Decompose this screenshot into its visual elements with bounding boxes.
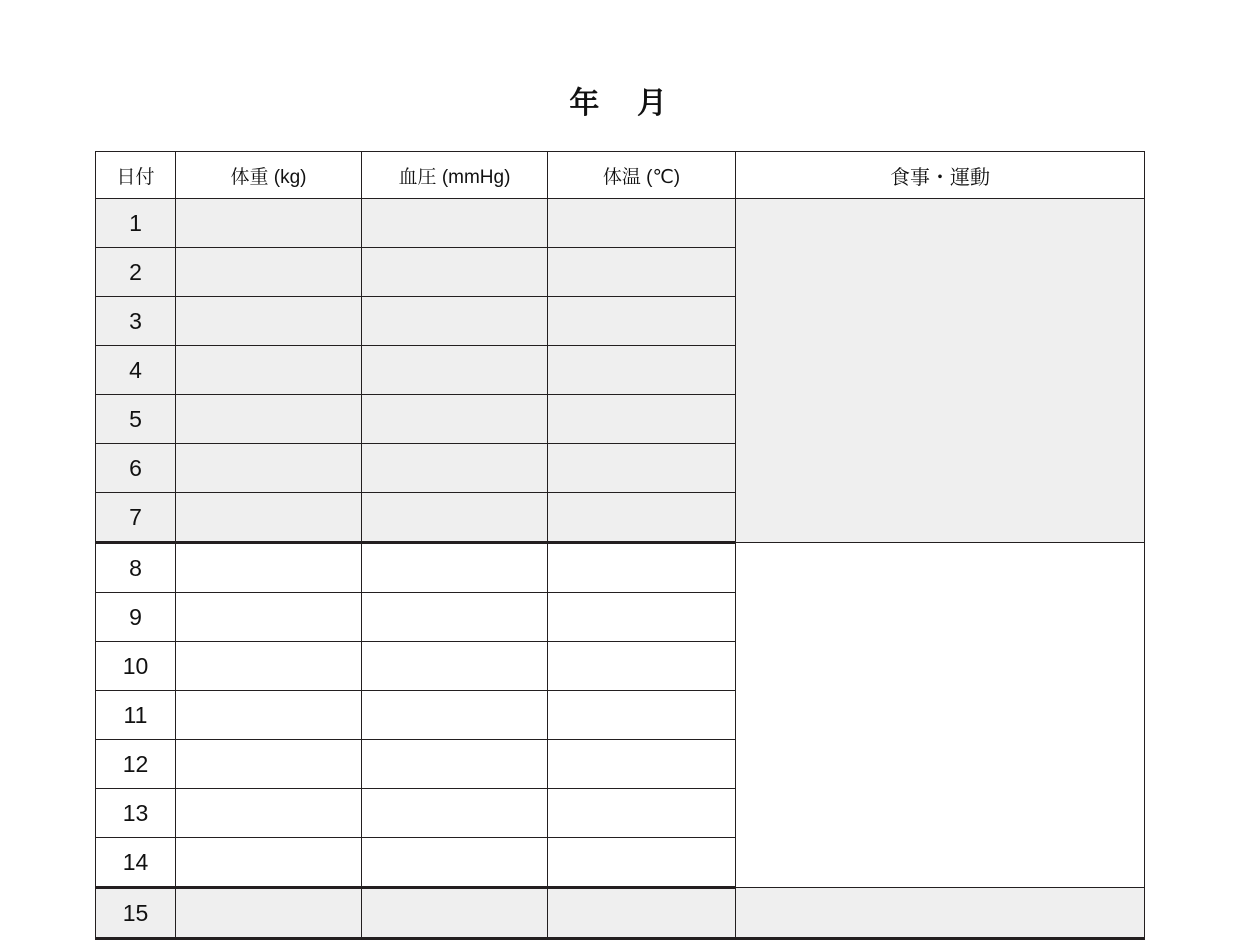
cell-weight[interactable]	[176, 593, 362, 642]
cell-date: 10	[96, 642, 176, 691]
cell-blood-pressure[interactable]	[362, 248, 548, 297]
cell-blood-pressure[interactable]	[362, 888, 548, 939]
cell-temperature[interactable]	[548, 395, 736, 444]
cell-weight[interactable]	[176, 346, 362, 395]
health-record-table	[95, 151, 1145, 940]
cell-weight[interactable]	[176, 395, 362, 444]
cell-temperature[interactable]	[548, 248, 736, 297]
cell-weight[interactable]	[176, 297, 362, 346]
cell-blood-pressure[interactable]	[362, 789, 548, 838]
cell-blood-pressure[interactable]	[362, 593, 548, 642]
cell-blood-pressure[interactable]	[362, 691, 548, 740]
cell-temperature[interactable]	[548, 493, 736, 543]
column-header-weight: 体重 (kg)	[176, 152, 362, 199]
column-header-temperature: 体温 (℃)	[548, 152, 736, 199]
cell-date: 8	[96, 543, 176, 593]
cell-blood-pressure[interactable]	[362, 395, 548, 444]
cell-blood-pressure[interactable]	[362, 740, 548, 789]
cell-weight[interactable]	[176, 642, 362, 691]
cell-date: 4	[96, 346, 176, 395]
cell-date: 14	[96, 838, 176, 888]
table-body	[96, 199, 1145, 939]
cell-date: 7	[96, 493, 176, 543]
page-title	[0, 78, 1240, 122]
table-row	[96, 888, 1145, 939]
table-row	[96, 199, 1145, 248]
cell-weight[interactable]	[176, 444, 362, 493]
cell-blood-pressure[interactable]	[362, 838, 548, 888]
cell-weight[interactable]	[176, 199, 362, 248]
cell-blood-pressure[interactable]	[362, 543, 548, 593]
table-header-row	[96, 152, 1145, 199]
table-header	[96, 152, 1145, 199]
column-header-blood-pressure: 血圧 (mmHg)	[362, 152, 548, 199]
cell-temperature[interactable]	[548, 346, 736, 395]
cell-blood-pressure[interactable]	[362, 444, 548, 493]
cell-blood-pressure[interactable]	[362, 642, 548, 691]
cell-note[interactable]	[736, 543, 1145, 888]
cell-date: 6	[96, 444, 176, 493]
cell-date: 3	[96, 297, 176, 346]
cell-weight[interactable]	[176, 838, 362, 888]
cell-temperature[interactable]	[548, 297, 736, 346]
column-header-date: 日付	[96, 152, 176, 199]
cell-temperature[interactable]	[548, 691, 736, 740]
health-record-table-wrapper	[95, 151, 1144, 940]
cell-note[interactable]	[736, 888, 1145, 939]
cell-temperature[interactable]	[548, 789, 736, 838]
cell-blood-pressure[interactable]	[362, 297, 548, 346]
title-month-label: 月	[637, 87, 671, 120]
cell-blood-pressure[interactable]	[362, 199, 548, 248]
cell-date: 5	[96, 395, 176, 444]
cell-temperature[interactable]	[548, 838, 736, 888]
cell-weight[interactable]	[176, 888, 362, 939]
cell-temperature[interactable]	[548, 444, 736, 493]
cell-weight[interactable]	[176, 543, 362, 593]
cell-date: 15	[96, 888, 176, 939]
cell-weight[interactable]	[176, 789, 362, 838]
cell-weight[interactable]	[176, 740, 362, 789]
cell-blood-pressure[interactable]	[362, 493, 548, 543]
column-header-note: 食事・運動	[736, 152, 1145, 199]
cell-date: 11	[96, 691, 176, 740]
title-year-label: 年	[569, 87, 603, 120]
cell-temperature[interactable]	[548, 593, 736, 642]
cell-date: 2	[96, 248, 176, 297]
cell-date: 13	[96, 789, 176, 838]
cell-date: 9	[96, 593, 176, 642]
cell-weight[interactable]	[176, 691, 362, 740]
cell-note[interactable]	[736, 199, 1145, 543]
cell-date: 12	[96, 740, 176, 789]
cell-weight[interactable]	[176, 493, 362, 543]
cell-temperature[interactable]	[548, 888, 736, 939]
cell-date: 1	[96, 199, 176, 248]
cell-temperature[interactable]	[548, 543, 736, 593]
cell-temperature[interactable]	[548, 740, 736, 789]
cell-blood-pressure[interactable]	[362, 346, 548, 395]
cell-temperature[interactable]	[548, 199, 736, 248]
table-row	[96, 543, 1145, 593]
cell-weight[interactable]	[176, 248, 362, 297]
cell-temperature[interactable]	[548, 642, 736, 691]
